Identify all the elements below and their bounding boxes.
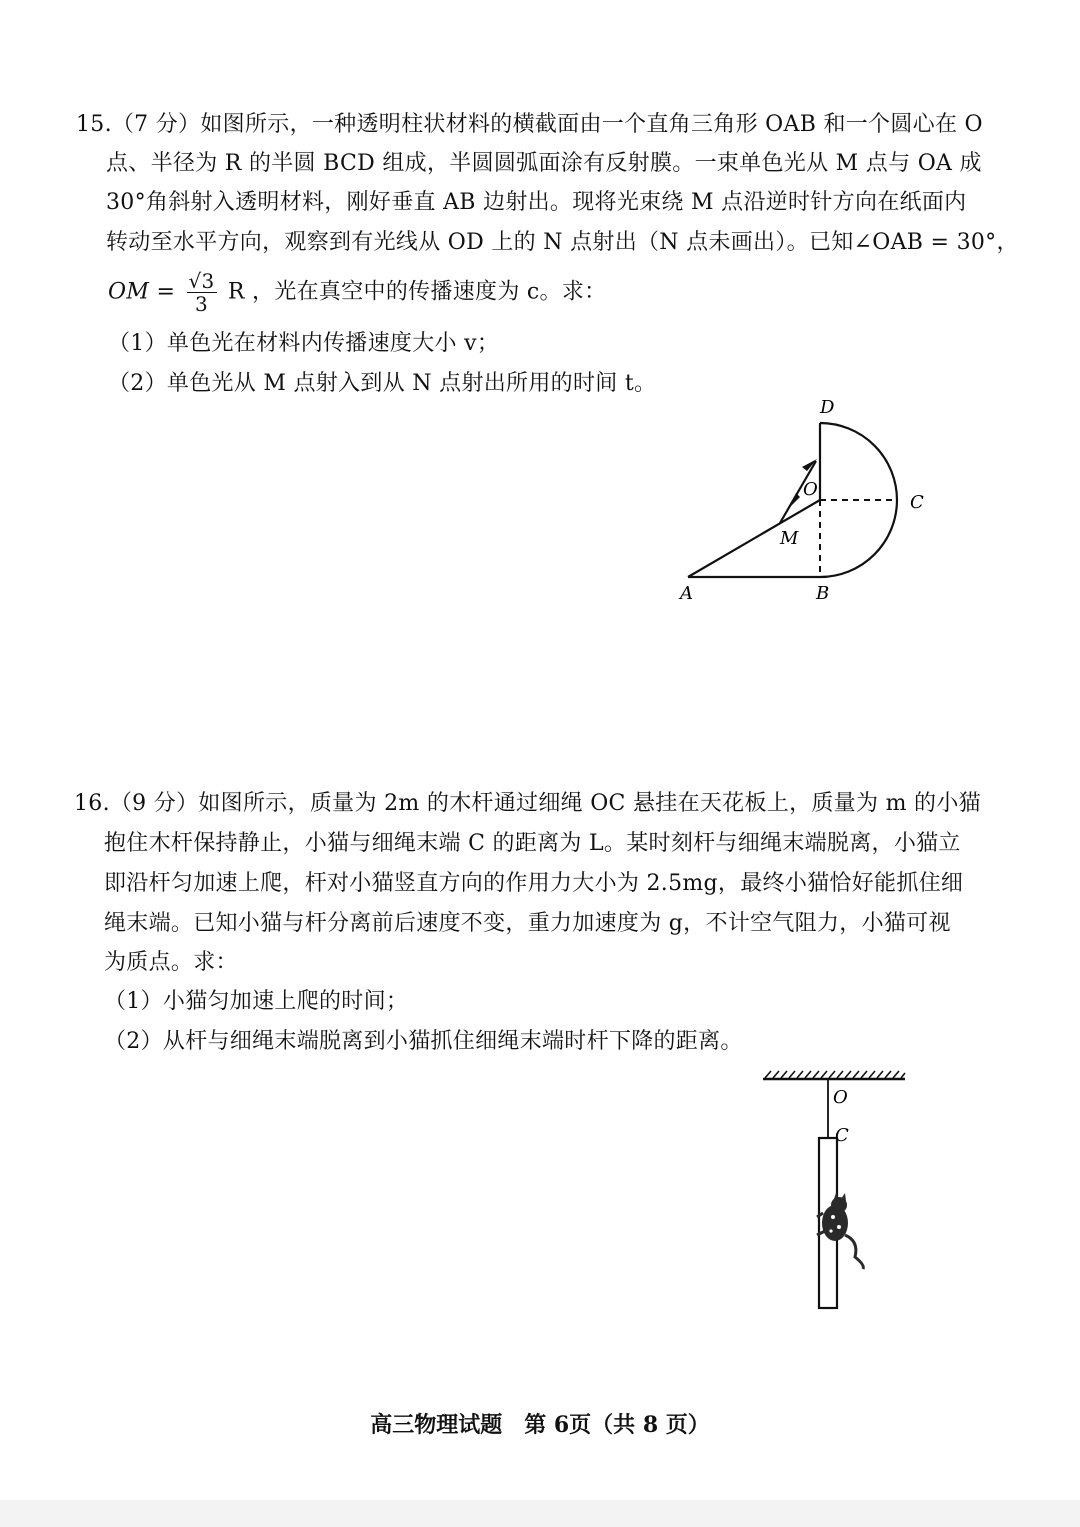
q16-sub-1: （1）小猫匀加速上爬的时间； [104,989,409,1014]
q16-line-5: 为质点。求： [104,950,238,975]
hypotenuse-AO [688,500,820,577]
label-M: M [780,528,799,549]
q16-line-1: 16.（9 分）如图所示，质量为 2m 的木杆通过细绳 OC 悬挂在天花板上，质量为 m 的小猫 [74,791,981,816]
q16-sub-2: （2）从杆与细绳末端脱离到小猫抓住细绳末端时杆下降的距离。 [104,1029,743,1054]
q15-figure [670,395,940,610]
q15-sub-1: （1）单色光在材料内传播速度大小 v； [108,331,500,356]
label-D: D [820,397,835,418]
q16-line-3: 即沿杆匀加速上爬，杆对小猫竖直方向的作用力大小为 2.5mg，最终小猫恰好能抓住细 [104,871,964,896]
om-fraction-numerator: √3 [188,269,215,293]
light-ray-arrowhead [788,493,800,509]
q16-line-2: 抱住木杆保持静止，小猫与细绳末端 C 的距离为 L。某时刻杆与细绳末端脱离，小猫立 [104,831,961,856]
scan-bottom-band [0,1500,1080,1527]
om-tail: R ，光在真空中的传播速度为 c。求： [227,279,607,305]
om-fraction [187,270,217,315]
q15-line-5 [108,270,606,315]
label-C: C [835,1125,849,1146]
q16-figure [755,1065,915,1320]
label-A: A [680,583,693,604]
label-O: O [803,479,818,500]
q16-line-4: 绳末端。已知小猫与杆分离前后速度不变，重力加速度为 g，不计空气阻力，小猫可视 [104,911,951,936]
q15-line-3: 30°角斜射入透明材料，刚好垂直 AB 边射出。现将光束绕 M 点沿逆时针方向在纸面内 [106,190,967,215]
page-footer: 高三物理试题 第 6页（共 8 页） [370,1412,710,1438]
label-O: O [833,1087,848,1108]
ceiling-hatching [765,1071,905,1078]
q15-line-4: 转动至水平方向，观察到有光线从 OD 上的 N 点射出（N 点未画出）。已知∠OAB = 30°， [106,230,1019,255]
q15-sub-2: （2）单色光从 M 点射入到从 N 点射出所用的时间 t。 [108,371,657,396]
label-B: B [816,583,830,604]
q15-line-1: 15.（7 分）如图所示，一种透明柱状材料的横截面由一个直角三角形 OAB 和一个圆心在 O [76,112,983,137]
label-C: C [910,492,924,513]
om-fraction-denominator: 3 [195,292,209,316]
om-label: OM = [108,279,176,305]
q15-line-2: 点、半径为 R 的半圆 BCD 组成，半圆圆弧面涂有反射膜。一束单色光从 M 点与 OA 成 [106,151,982,176]
